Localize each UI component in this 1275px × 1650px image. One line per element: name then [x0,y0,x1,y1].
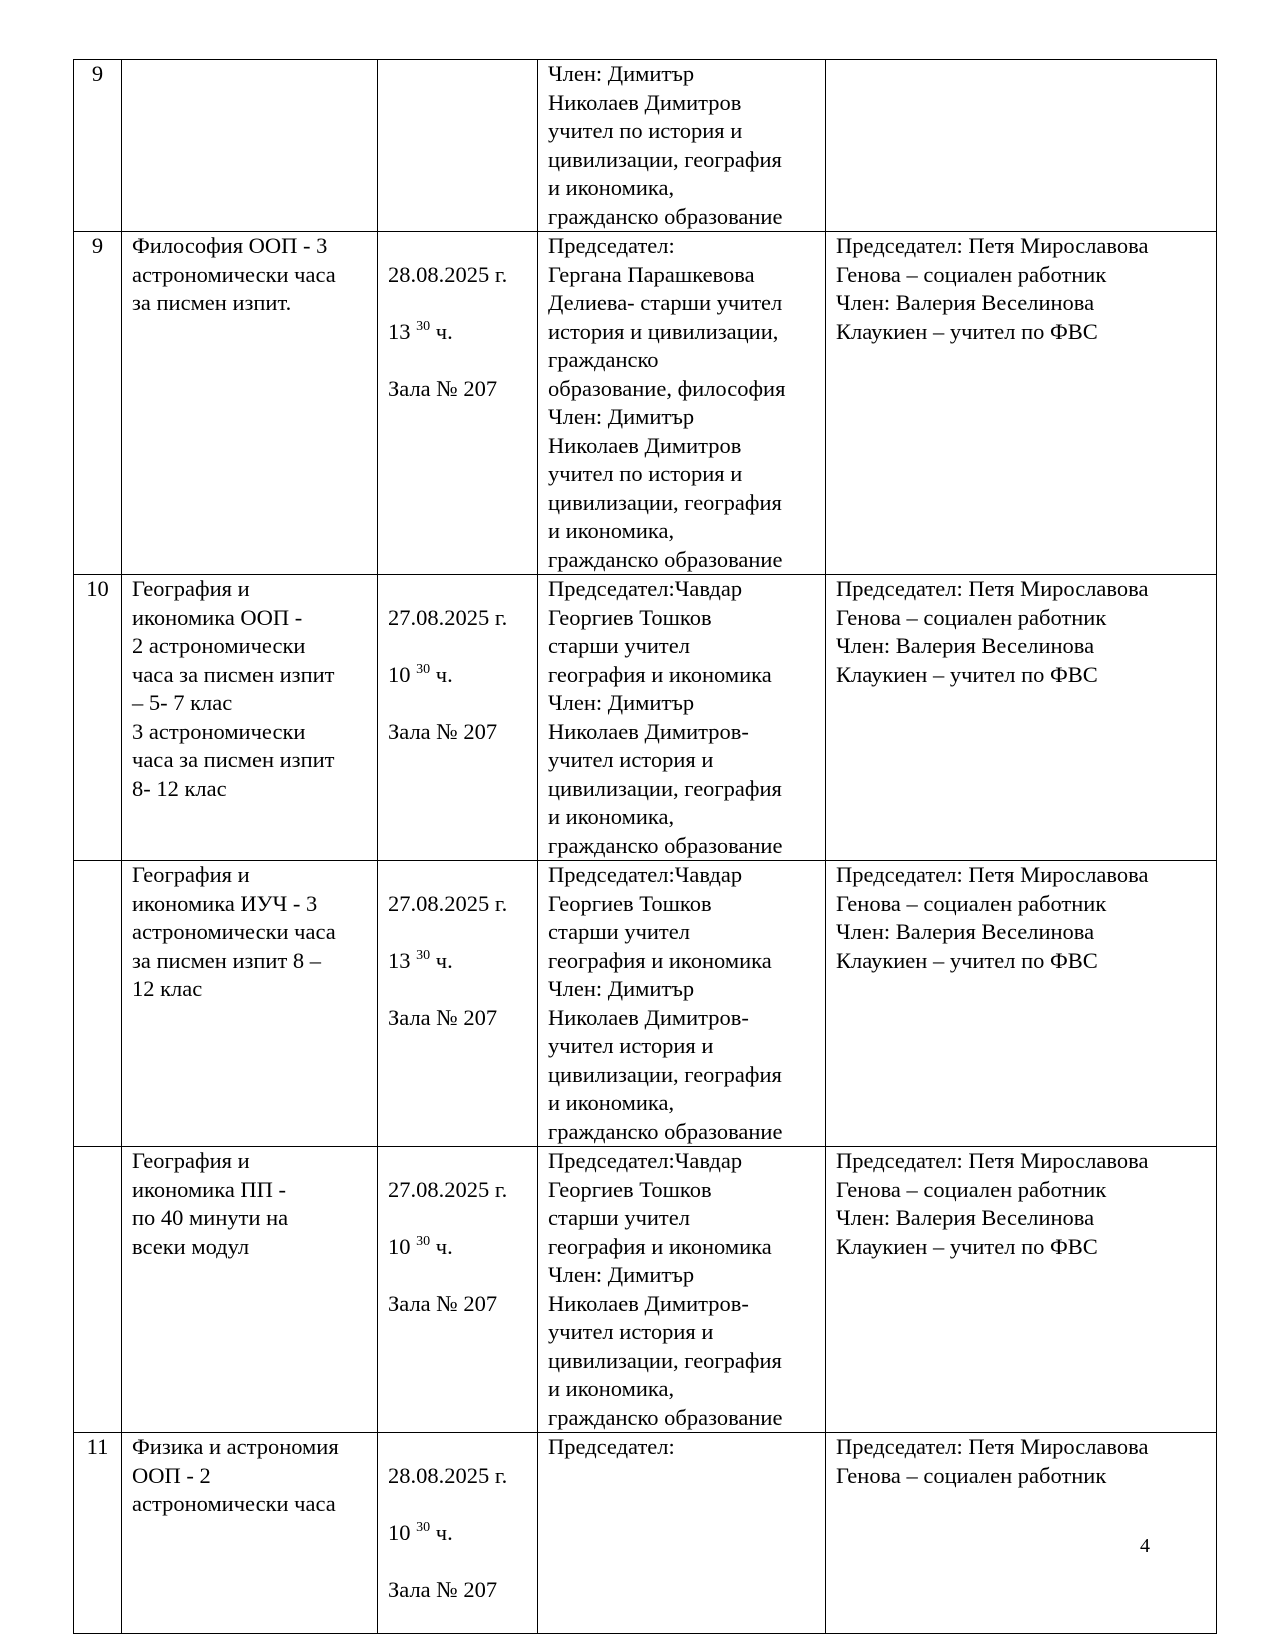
supervisors-cell: Председател: Петя Мирославова Генова – социален работник Член: Валерия Веселинова Клаукиен – учител по ФВС [826,861,1217,1147]
exam-time-hour: 10 [388,1233,411,1259]
exam-time-minutes: 30 [416,318,431,334]
exam-time-hour: 10 [388,661,411,687]
subject-cell [122,60,378,232]
supervisors-cell: Председател: Петя Мирославова Генова – социален работник Член: Валерия Веселинова Клаукиен – учител по ФВС [826,1147,1217,1433]
subject-cell: Физика и астрономия ООП - 2 астрономически часа [122,1433,378,1634]
table-row [74,60,1217,232]
supervisors-cell: Председател: Петя Мирославова Генова – социален работник [826,1433,1217,1634]
exam-date: 27.08.2025 г. [388,604,508,630]
exam-room: Зала № 207 [388,1290,498,1316]
exam-time-suffix: ч. [435,947,453,973]
committee-cell: Председател: [538,1433,826,1634]
supervisors-cell [826,60,1217,232]
exam-time-hour: 13 [388,947,411,973]
exam-time-hour: 13 [388,318,411,344]
exam-room: Зала № 207 [388,375,498,401]
page-number: 4 [1140,1535,1150,1557]
exam-time-minutes: 30 [416,1519,431,1535]
subject-cell: География и икономика ИУЧ - 3 астрономически часа за писмен изпит 8 – 12 клас [122,861,378,1147]
exam-time-hour: 10 [388,1519,411,1545]
subject-cell: География и икономика ПП - по 40 минути на всеки модул [122,1147,378,1433]
exam-schedule-table [73,59,1217,1634]
row-number [74,1147,122,1433]
exam-room: Зала № 207 [388,1576,498,1602]
committee-cell: Член: Димитър Николаев Димитров учител по история и цивилизации, география и икономика, гражданско образование [538,60,826,232]
datetime-cell [378,861,538,1147]
exam-time-minutes: 30 [416,661,431,677]
datetime-cell [378,575,538,861]
table-row [74,232,1217,575]
committee-cell: Председател:Чавдар Георгиев Тошков старши учител география и икономика Член: Димитър Николаев Димитров- учител история и цивилизации, география и икономика, гражданско образование [538,861,826,1147]
exam-time-suffix: ч. [435,661,453,687]
subject-cell: Философия ООП - 3 астрономически часа за писмен изпит. [122,232,378,575]
committee-cell: Председател:Чавдар Георгиев Тошков старши учител география и икономика Член: Димитър Николаев Димитров- учител история и цивилизации, география и икономика, гражданско образование [538,575,826,861]
table-row [74,861,1217,1147]
supervisors-cell: Председател: Петя Мирославова Генова – социален работник Член: Валерия Веселинова Клаукиен – учител по ФВС [826,575,1217,861]
datetime-cell [378,1433,538,1634]
datetime-cell [378,1147,538,1433]
row-number: 9 [74,60,122,232]
exam-date: 28.08.2025 г. [388,1462,508,1488]
row-number: 11 [74,1433,122,1634]
datetime-cell [378,60,538,232]
row-number: 10 [74,575,122,861]
table-row [74,1147,1217,1433]
datetime-cell [378,232,538,575]
row-number: 9 [74,232,122,575]
exam-date: 27.08.2025 г. [388,890,508,916]
exam-time-minutes: 30 [416,1233,431,1249]
subject-cell: География и икономика ООП - 2 астрономически часа за писмен изпит – 5- 7 клас 3 астрономически часа за писмен изпит 8- 12 клас [122,575,378,861]
table-row [74,575,1217,861]
table-row [74,1433,1217,1634]
exam-time-minutes: 30 [416,947,431,963]
exam-room: Зала № 207 [388,718,498,744]
exam-time-suffix: ч. [435,1233,453,1259]
exam-time-suffix: ч. [435,318,453,344]
row-number [74,861,122,1147]
committee-cell: Председател:Чавдар Георгиев Тошков старши учител география и икономика Член: Димитър Николаев Димитров- учител история и цивилизации, география и икономика, гражданско образование [538,1147,826,1433]
exam-date: 27.08.2025 г. [388,1176,508,1202]
exam-room: Зала № 207 [388,1004,498,1030]
supervisors-cell: Председател: Петя Мирославова Генова – социален работник Член: Валерия Веселинова Клаукиен – учител по ФВС [826,232,1217,575]
committee-cell: Председател: Гергана Парашкевова Делиева- старши учител история и цивилизации, гражданско образование, философия Член: Димитър Николаев Димитров учител по история и цивилизации, география и икономика, гражданско образование [538,232,826,575]
exam-date: 28.08.2025 г. [388,261,508,287]
exam-time-suffix: ч. [435,1519,453,1545]
